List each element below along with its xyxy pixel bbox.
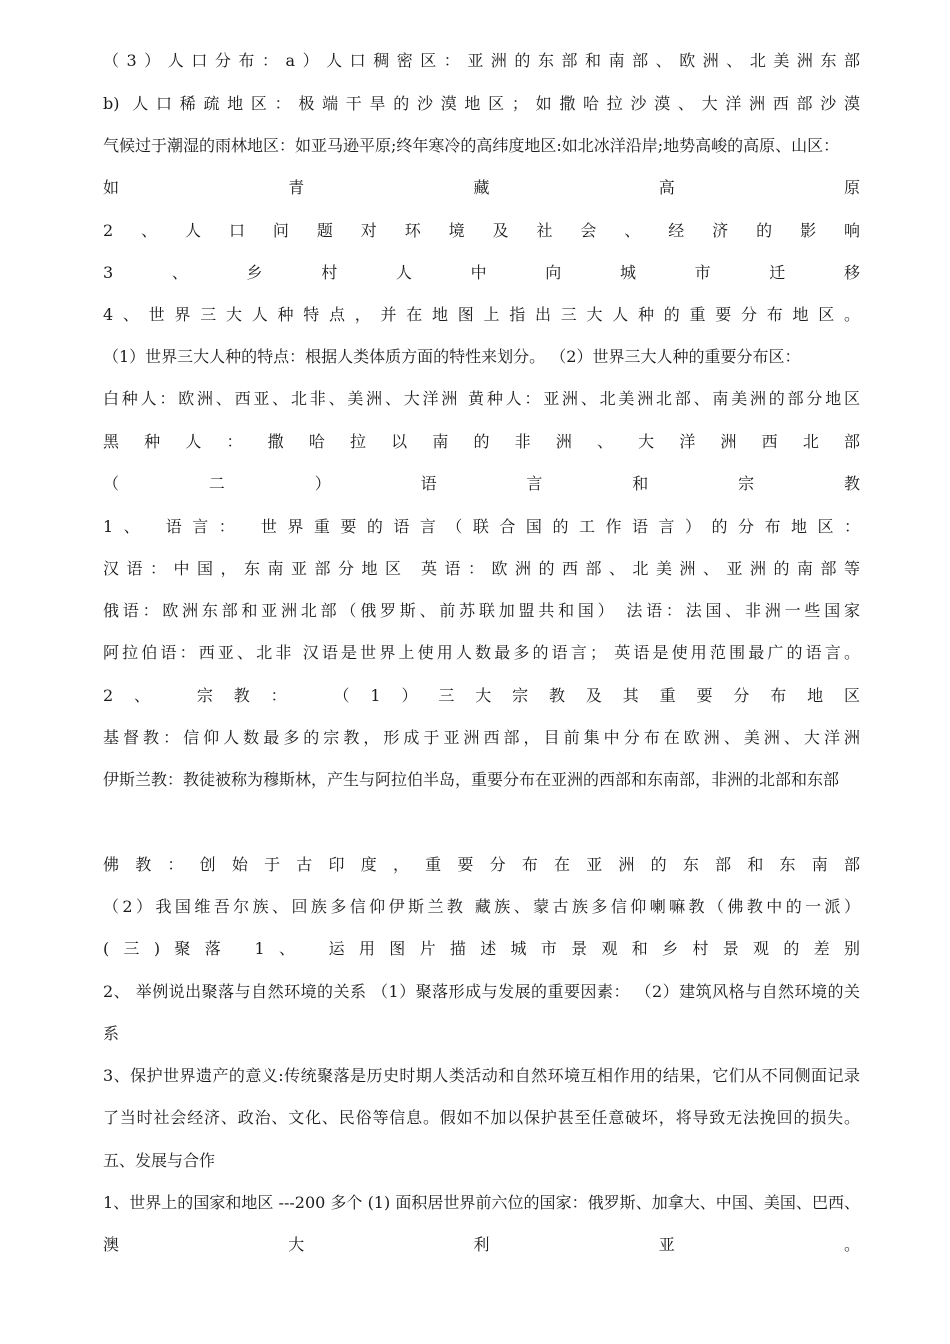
text-line: （3）人口分布：a）人口稠密区：亚洲的东部和南部、欧洲、北美洲东部: [103, 51, 860, 70]
text-line: 3、保护世界遗产的意义:传统聚落是历史时期人类活动和自然环境互相作用的结果，它们从不同侧面记录: [103, 1066, 860, 1085]
text-line: 阿拉伯语：西亚、北非 汉语是世界上使用人数最多的语言； 英语是使用范围最广的语言。: [103, 643, 860, 662]
text-line: 黑种人：撒哈拉以南的非洲、大洋洲西北部: [103, 432, 860, 451]
text-line: 气候过于潮湿的雨林地区：如亚马逊平原;终年寒冷的高纬度地区:如北冰洋沿岸;地势高峻的高原、山区：: [103, 136, 840, 155]
text-line: 2、人口问题对环境及社会、经济的影响: [103, 221, 860, 240]
text-line: 1、 语言： 世界重要的语言（联合国的工作语言）的分布地区：: [103, 517, 860, 536]
text-line: （1）世界三大人种的特点：根据人类体质方面的特性来划分。 （2）世界三大人种的重要分布区：: [103, 347, 801, 366]
text-line: 2、 宗教： （1）三大宗教及其重要分布地区: [103, 686, 860, 705]
text-line: 俄语：欧洲东部和亚洲北部（俄罗斯、前苏联加盟共和国） 法语：法国、非洲一些国家: [103, 601, 860, 620]
text-line: 汉语：中国，东南亚部分地区 英语：欧洲的西部、北美洲、亚洲的南部等: [103, 559, 860, 578]
text-line: 佛教：创始于古印度，重要分布在亚洲的东部和东南部: [103, 855, 860, 874]
text-line: 系: [103, 1024, 120, 1043]
section-heading: （二）语言和宗教: [103, 474, 860, 493]
section-heading: 五、发展与合作: [103, 1151, 216, 1170]
section-heading: (三)聚落 1、 运用图片描述城市景观和乡村景观的差别: [103, 939, 860, 958]
text-line: b) 人口稀疏地区：极端干旱的沙漠地区；如撒哈拉沙漠、大洋洲西部沙漠: [103, 94, 860, 113]
text-line: 2、 举例说出聚落与自然环境的关系 （1）聚落形成与发展的重要因素： （2）建筑风格与自然环境的关: [103, 982, 860, 1001]
text-line: （2）我国维吾尔族、回族多信仰伊斯兰教 藏族、蒙古族多信仰喇嘛教（佛教中的一派）: [103, 897, 860, 916]
text-line: 1、世界上的国家和地区 ---200 多个 (1) 面积居世界前六位的国家：俄罗斯、加拿大、中国、美国、巴西、: [103, 1193, 860, 1212]
text-line: 了当时社会经济、政治、文化、民俗等信息。假如不加以保护甚至任意破坏，将导致无法挽回的损失。: [103, 1108, 860, 1127]
text-line: 4、世界三大人种特点，并在地图上指出三大人种的重要分布地区。: [103, 305, 860, 324]
text-line: 基督教：信仰人数最多的宗教，形成于亚洲西部，目前集中分布在欧洲、美洲、大洋洲: [103, 728, 860, 747]
text-line: 伊斯兰教：教徒被称为穆斯林，产生与阿拉伯半岛，重要分布在亚洲的西部和东南部，非洲的北部和东部: [103, 770, 840, 789]
text-line: 如青藏高原: [103, 178, 860, 197]
text-line: 澳大利亚。: [103, 1235, 860, 1254]
text-line: 白种人：欧洲、西亚、北非、美洲、大洋洲 黄种人：亚洲、北美洲北部、南美洲的部分地区: [103, 389, 860, 408]
text-line: 3、乡村人中向城市迁移: [103, 263, 860, 282]
